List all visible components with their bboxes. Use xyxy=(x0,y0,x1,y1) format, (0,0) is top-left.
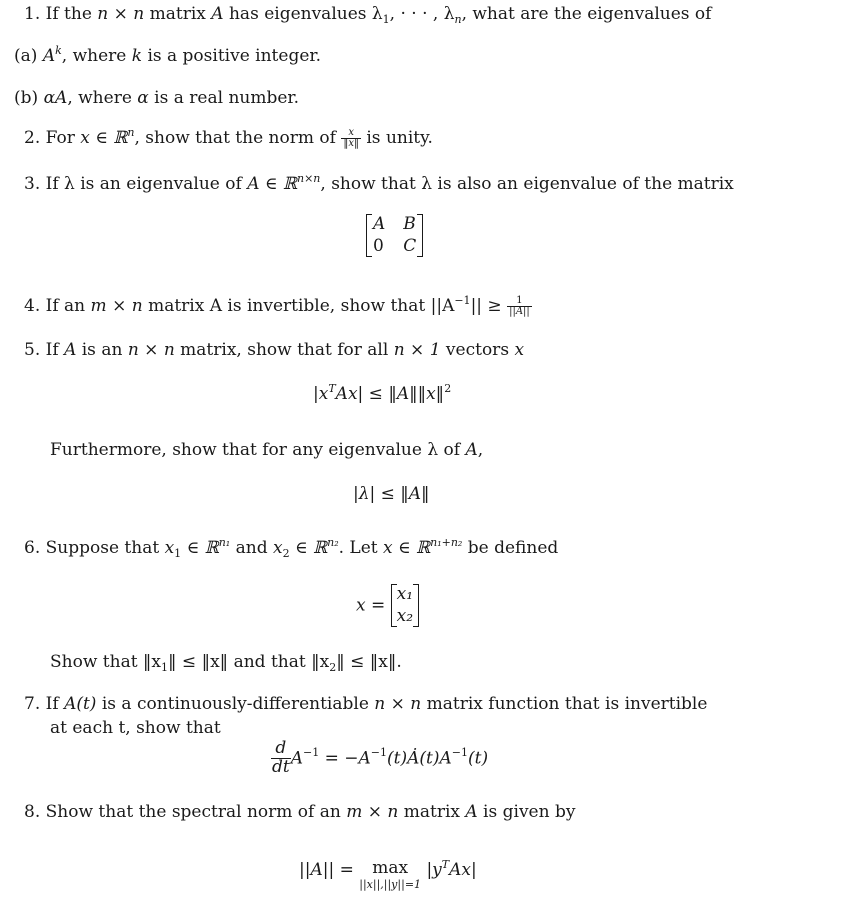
problem-7 xyxy=(24,694,707,714)
math-superscript: n xyxy=(127,126,135,139)
problem-text: , show that λ is also an eigenvalue of the matrix xyxy=(320,174,734,194)
equation-lhs: ||A|| = xyxy=(299,860,354,880)
vector-entry: x₂ xyxy=(396,605,414,626)
problem-5-continued xyxy=(50,440,483,460)
math-x: x xyxy=(164,538,175,558)
fraction-numerator: d xyxy=(271,740,291,759)
problem-text: and xyxy=(230,538,273,558)
problem-text: , show that the norm of xyxy=(134,128,342,148)
math-alphaA: αA xyxy=(43,88,68,108)
problem-text: , what are the eigenvalues of xyxy=(461,4,712,24)
problem-6 xyxy=(24,538,558,558)
problem-text: If the xyxy=(45,4,98,24)
subpart-label: (a) xyxy=(14,46,38,66)
equation-part: |y xyxy=(426,860,442,880)
math-mxn: m × n xyxy=(346,802,399,822)
problem-7-line2 xyxy=(50,718,221,738)
operator-subscript: ||x||,||y||=1 xyxy=(359,878,422,891)
problem-number: 7. xyxy=(24,694,41,714)
problem-text: If an xyxy=(45,296,91,316)
max-operator xyxy=(359,860,421,890)
fraction-numerator: 1 xyxy=(507,296,532,307)
problem-number: 8. xyxy=(24,802,41,822)
problem-text: be defined xyxy=(462,538,559,558)
problem-text: If xyxy=(45,694,65,714)
equation-5-2 xyxy=(353,484,430,504)
problem-text: Show that the spectral norm of an xyxy=(45,802,347,822)
subpart-text: is a positive integer. xyxy=(142,46,322,66)
problem-text: Show that ‖x xyxy=(50,652,162,672)
subpart-text: is a real number. xyxy=(148,88,300,108)
problem-text: matrix xyxy=(398,802,466,822)
equation-7 xyxy=(271,740,488,777)
math-superscript: −1 xyxy=(451,745,468,759)
equation-part: |x xyxy=(313,384,329,404)
math-superscript: n×n xyxy=(297,172,321,185)
problem-number: 3. xyxy=(24,174,41,194)
matrix-entry: 0 xyxy=(373,235,384,256)
math-x-in-R: x ∈ ℝ xyxy=(80,128,128,148)
math-nxn: n × n xyxy=(97,4,145,24)
problem-text: If xyxy=(45,340,65,360)
math-fraction xyxy=(507,296,532,317)
fraction-numerator: x xyxy=(341,128,361,139)
math-mxn: m × n xyxy=(90,296,143,316)
equation-part: Ax| ≤ ‖A‖‖x‖ xyxy=(335,384,445,404)
derivative-fraction xyxy=(271,740,291,777)
fraction-denominator: ‖x‖ xyxy=(343,138,359,149)
math-nx1: n × 1 xyxy=(393,340,441,360)
matrix-2x2 xyxy=(366,214,423,257)
problem-4 xyxy=(24,296,532,317)
fraction-denominator: dt xyxy=(272,756,290,777)
math-superscript: −1 xyxy=(454,294,471,307)
math-At: A(t) xyxy=(64,694,97,714)
equation-part: (t) xyxy=(467,748,489,769)
problem-text: at each t, show that xyxy=(50,718,221,738)
equation-part: = −A xyxy=(319,748,371,769)
problem-text: , xyxy=(477,440,484,460)
problem-text: has eigenvalues λ xyxy=(223,4,383,24)
subpart-label: (b) xyxy=(14,88,39,108)
math-x: x xyxy=(514,340,525,360)
problem-text: matrix A is invertible, show that ||A xyxy=(142,296,455,316)
math-superscript: 2 xyxy=(444,382,452,395)
problem-text: matrix, show that for all xyxy=(174,340,394,360)
equation-part: |λ| ≤ ‖A‖ xyxy=(353,484,430,504)
math-superscript: n₂ xyxy=(327,536,339,549)
math-subscript: 2 xyxy=(282,547,290,560)
math-ellipsis: , · · · , λ xyxy=(389,4,455,24)
problem-6-continued xyxy=(50,652,402,672)
matrix-entry: C xyxy=(403,235,417,256)
problem-text: . Let xyxy=(338,538,384,558)
math-nxn: n × n xyxy=(374,694,422,714)
problem-text: || ≥ xyxy=(470,296,508,316)
problem-text: is a continuously-differentiable xyxy=(96,694,375,714)
problem-text: is unity. xyxy=(360,128,433,148)
math-superscript: n₁+n₂ xyxy=(430,536,463,549)
problem-text: For xyxy=(45,128,81,148)
math-A: A xyxy=(465,802,478,822)
problem-text: Furthermore, show that for any eigenvalue λ of xyxy=(50,440,466,460)
math-A: A xyxy=(465,440,478,460)
problem-number: 5. xyxy=(24,340,41,360)
problem-number: 1. xyxy=(24,4,41,24)
problem-number: 2. xyxy=(24,128,41,148)
math-subscript: n xyxy=(454,13,462,26)
subpart-text: , where xyxy=(61,46,132,66)
problem-8 xyxy=(24,802,575,822)
math-subscript: 1 xyxy=(382,13,390,26)
math-superscript: n₁ xyxy=(218,536,231,549)
column-vector xyxy=(391,584,419,627)
equation-lhs: x = xyxy=(356,595,386,616)
subpart-text: , where xyxy=(67,88,138,108)
math-subscript: 1 xyxy=(161,661,169,674)
math-A-in-R: A ∈ ℝ xyxy=(247,174,297,194)
equation-5-1 xyxy=(313,384,451,404)
operator-name: max xyxy=(372,858,409,878)
math-subscript: 2 xyxy=(329,661,337,674)
problem-text: is an xyxy=(76,340,128,360)
problem-text: If λ is an eigenvalue of xyxy=(45,174,248,194)
math-nxn: n × n xyxy=(127,340,175,360)
equation-part: A xyxy=(290,748,303,769)
matrix-entry: B xyxy=(403,214,416,234)
vector-equation xyxy=(356,584,419,627)
vector-entry: x₁ xyxy=(396,584,414,604)
math-in-R: ∈ ℝ xyxy=(181,538,219,558)
problem-3 xyxy=(24,174,734,194)
equation-part: (t)Ȧ(t)A xyxy=(387,748,452,769)
equation-8 xyxy=(299,860,477,890)
problem-text: is given by xyxy=(477,802,576,822)
math-x: x xyxy=(272,538,283,558)
equation-part: Ax| xyxy=(449,860,477,880)
matrix-entry: A xyxy=(373,214,386,234)
problem-1b xyxy=(14,88,299,108)
math-superscript: −1 xyxy=(370,745,388,759)
fraction-denominator: ||A|| xyxy=(509,306,530,317)
math-superscript: k xyxy=(55,44,62,57)
problem-number: 4. xyxy=(24,296,41,316)
problem-5 xyxy=(24,340,524,360)
problem-text: Suppose that xyxy=(45,538,165,558)
math-fraction xyxy=(341,128,361,149)
math-superscript: T xyxy=(441,858,450,871)
problem-text: ‖ ≤ ‖x‖ and that ‖x xyxy=(168,652,330,672)
math-A: A xyxy=(211,4,224,24)
problem-text: vectors xyxy=(440,340,515,360)
problem-text: matrix function that is invertible xyxy=(421,694,708,714)
math-k: k xyxy=(131,46,143,66)
problem-text: matrix xyxy=(144,4,212,24)
math-in-R: ∈ ℝ xyxy=(289,538,328,558)
problem-text: ‖ ≤ ‖x‖. xyxy=(336,652,402,672)
math-superscript: −1 xyxy=(303,745,320,759)
math-A: A xyxy=(42,46,56,66)
block-matrix xyxy=(366,214,423,257)
problem-1 xyxy=(24,4,711,24)
math-superscript: T xyxy=(328,382,336,395)
math-A: A xyxy=(64,340,77,360)
problem-2 xyxy=(24,128,433,149)
math-x-in-R: x ∈ ℝ xyxy=(383,538,431,558)
problem-1a xyxy=(14,46,321,66)
math-subscript: 1 xyxy=(174,547,182,560)
problem-number: 6. xyxy=(24,538,41,558)
math-alpha: α xyxy=(137,88,149,108)
